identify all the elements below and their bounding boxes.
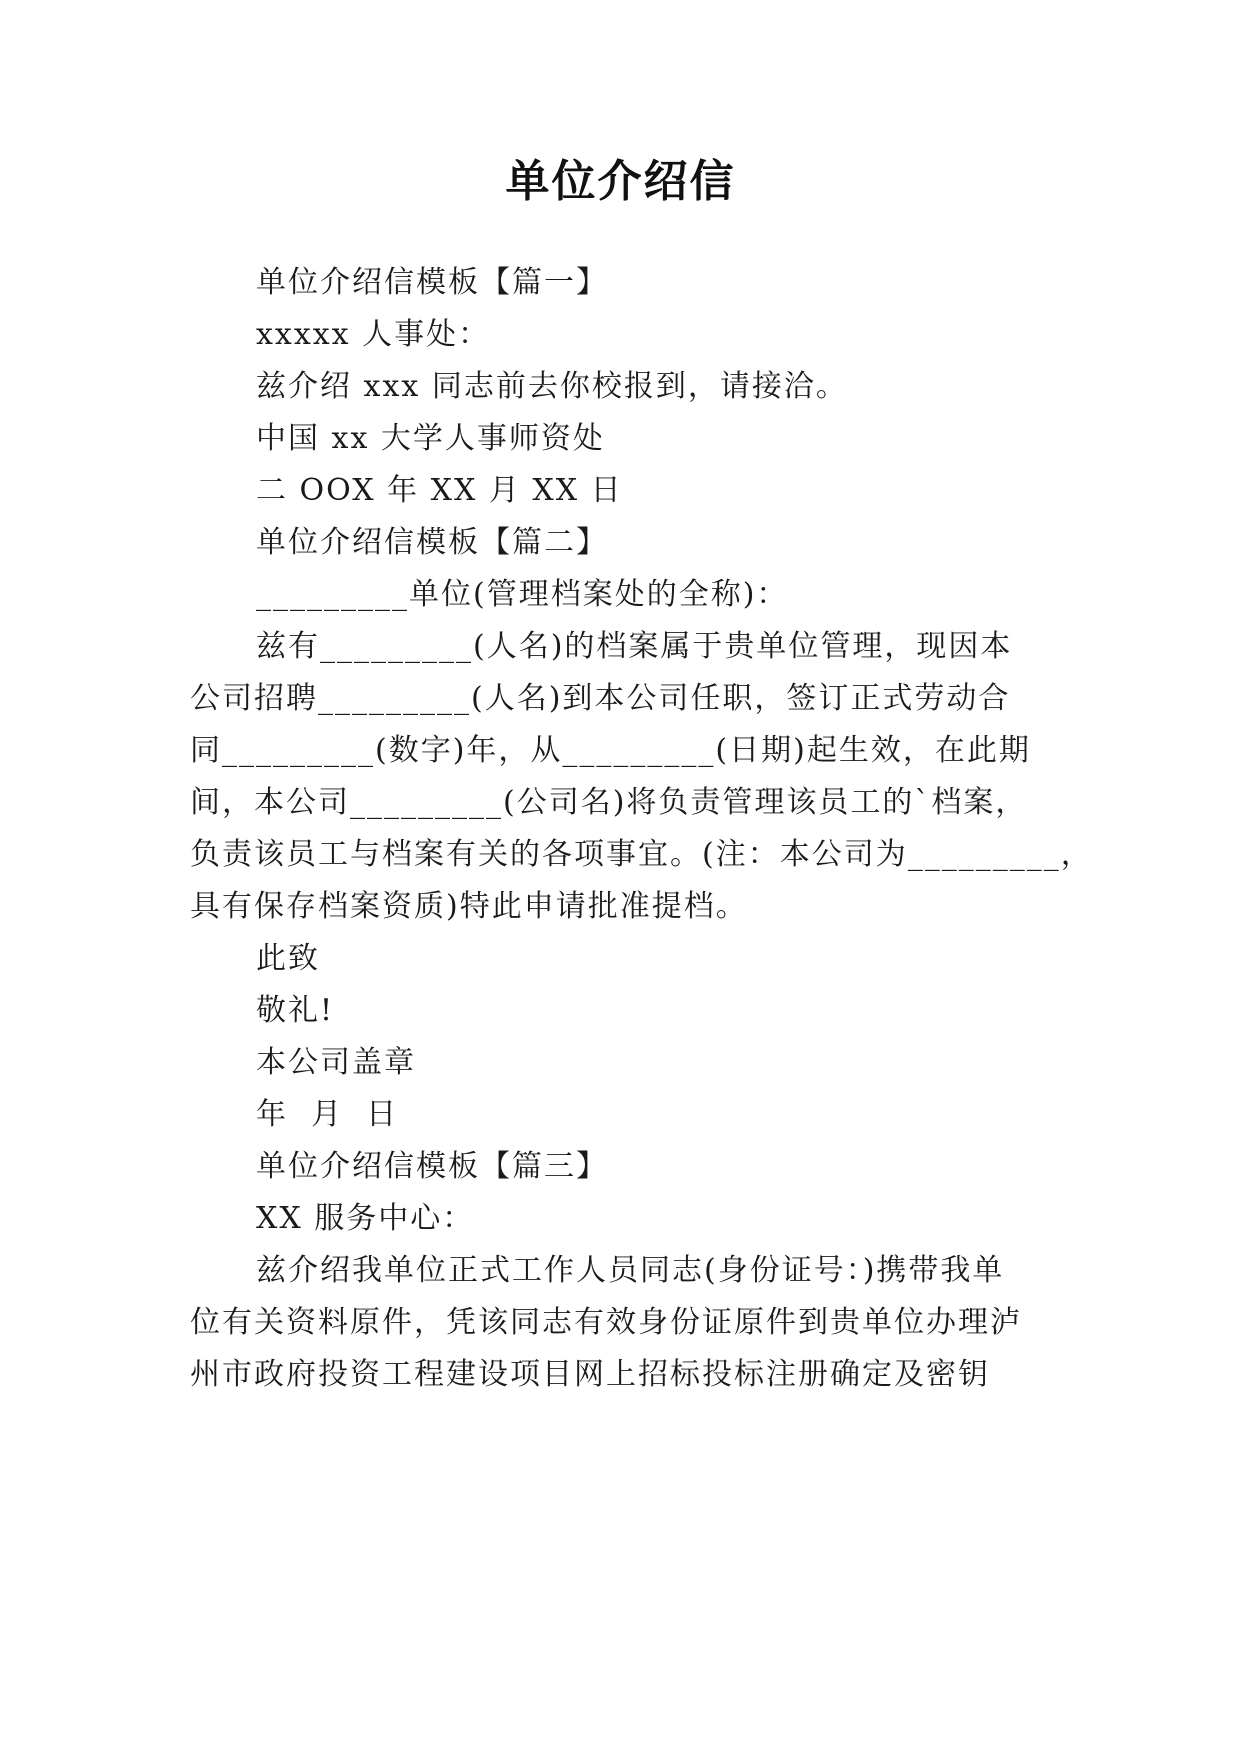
addressee-3: XX 服务中心：	[256, 1201, 475, 1236]
body-text-2-line-2: 公司招聘_________(人名)到本公司任职，签订正式劳动合	[190, 681, 1011, 716]
addressee-2: _________单位(管理档案处的全称)：	[256, 577, 789, 612]
document-title: 单位介绍信	[505, 156, 736, 207]
closing-regards: 敬礼!	[256, 993, 335, 1028]
section-heading-2: 单位介绍信模板【篇二】	[256, 525, 608, 560]
date-1: 二 OOX 年 XX 月 XX 日	[256, 473, 623, 508]
body-text-3-line-2: 位有关资料原件，凭该同志有效身份证原件到贵单位办理泸	[190, 1305, 1022, 1340]
body-text-3-line-3: 州市政府投资工程建设项目网上招标投标注册确定及密钥	[190, 1357, 990, 1392]
company-stamp: 本公司盖章	[256, 1045, 416, 1080]
section-heading-3: 单位介绍信模板【篇三】	[256, 1149, 608, 1184]
date-2: 年 月 日	[256, 1097, 399, 1132]
sender-1: 中国 xx 大学人事师资处	[256, 421, 605, 456]
body-text-2-line-6: 具有保存档案资质)特此申请批准提档。	[190, 889, 748, 924]
body-text-2-line-3: 同_________(数字)年，从_________(日期)起生效，在此期	[190, 733, 1031, 768]
body-text-2-line-4: 间，本公司_________(公司名)将负责管理该员工的`档案，	[190, 785, 1028, 820]
body-text-1: 兹介绍 xxx 同志前去你校报到，请接洽。	[256, 369, 848, 404]
body-text-3-line-1: 兹介绍我单位正式工作人员同志(身份证号：)携带我单	[256, 1253, 1005, 1288]
section-heading-1: 单位介绍信模板【篇一】	[256, 265, 608, 300]
body-text-2-line-1: 兹有_________(人名)的档案属于贵单位管理，现因本	[256, 629, 1013, 664]
closing-salutation: 此致	[256, 941, 320, 976]
body-text-2-line-5: 负责该员工与档案有关的各项事宜。(注：本公司为_________，	[190, 837, 1093, 872]
addressee-1: xxxxx 人事处：	[256, 317, 491, 352]
